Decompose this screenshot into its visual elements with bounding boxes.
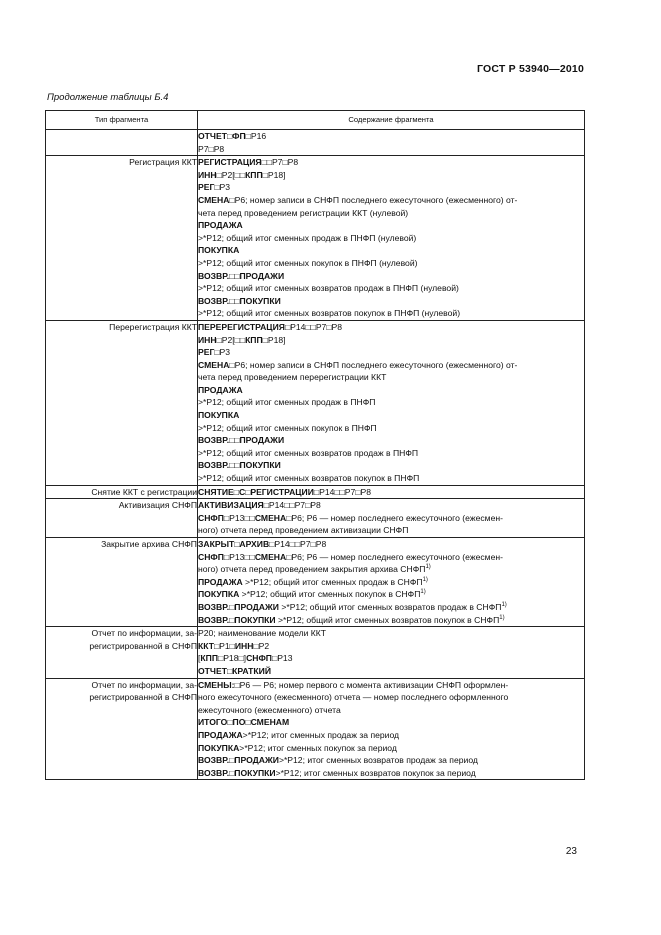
content-line	[198, 679, 584, 692]
content-text: P14□□P7□P8	[290, 321, 343, 332]
footnote-mark: 1)	[425, 564, 431, 571]
content-text: P20; наименование модели ККТ	[198, 628, 327, 639]
keyword: КПП□	[245, 169, 268, 180]
table-row	[46, 678, 585, 780]
content-text: P7□P8	[198, 143, 225, 154]
content-line	[198, 576, 584, 589]
keyword: СМЕНЫ:	[198, 679, 235, 690]
standard-number: ГОСТ Р 53940—2010	[476, 63, 584, 75]
keyword: РЕГ□	[198, 347, 220, 358]
table-caption: Продолжение таблицы Б.4	[47, 92, 169, 103]
keyword: ПРОДАЖА	[198, 729, 243, 740]
content-line	[198, 499, 584, 512]
fragment-type: Снятие ККТ с регистрации	[91, 486, 197, 497]
fragment-type-line: Отчет по информации, за-	[91, 679, 197, 690]
content-line	[198, 754, 584, 767]
content-line	[198, 640, 584, 653]
keyword: ПЕРЕРЕГИСТРАЦИЯ□	[198, 321, 291, 332]
fragment-content-cell	[198, 156, 585, 321]
content-line	[198, 359, 584, 372]
fragment-type	[46, 627, 197, 652]
keyword: СМЕНА□	[198, 359, 235, 370]
content-text: P18]	[267, 169, 286, 180]
content-text: P18□]	[223, 653, 247, 664]
keyword: РЕГИСТРАЦИЯ□□	[198, 157, 272, 168]
fragment-type-cell	[46, 678, 198, 780]
content-text: >*P12; общий итог сменных возвратов продаж в СНФП	[278, 601, 502, 612]
fragment-content-cell	[198, 627, 585, 678]
table-body	[46, 130, 585, 780]
fragment-content-cell	[198, 678, 585, 780]
table-row	[46, 156, 585, 321]
content-line	[198, 472, 584, 485]
footnote-mark: 1)	[499, 614, 505, 621]
table-row	[46, 485, 585, 499]
keyword: ПОКУПКА	[198, 589, 240, 600]
content-line	[198, 524, 584, 537]
table-row	[46, 499, 585, 538]
keyword: ККТ□	[198, 640, 220, 651]
content-line	[198, 767, 584, 780]
fragment-type-cell	[46, 485, 198, 499]
keyword: СНФП□	[246, 653, 278, 664]
content-text: P14□□P7□P8	[274, 539, 327, 549]
keyword: ВОЗВР.□□ПРОДАЖИ	[198, 435, 285, 446]
keyword: ПРОДАЖА	[198, 220, 243, 231]
content-text: P13	[277, 653, 293, 664]
content-text: >*P12; итог сменных покупок за период	[239, 742, 397, 753]
content-line	[198, 551, 584, 564]
content-line	[198, 459, 584, 472]
keyword: ИНН□	[234, 640, 259, 651]
page-number: 23	[565, 846, 577, 857]
content-line	[198, 207, 584, 220]
fragment-content-cell	[198, 320, 585, 485]
content-text: ного) отчета перед проведением закрытия архива СНФП	[198, 564, 426, 575]
keyword: ИТОГО□ПО□СМЕНАМ	[198, 717, 290, 728]
content-text: P6; номер записи в СНФП последнего ежесуточного (ежесменного) от-	[234, 194, 518, 205]
keyword: ЗАКРЫТ□АРХИВ□	[198, 539, 275, 549]
content-text: чета перед проведением перерегистрации ККТ	[198, 372, 387, 383]
footnote-mark: 1)	[420, 589, 426, 596]
keyword: ПРОДАЖА	[198, 384, 243, 395]
content-line	[198, 334, 584, 347]
fragment-content-cell	[198, 538, 585, 627]
content-line	[198, 627, 584, 640]
content-text: P14□□P7□P8	[319, 486, 371, 497]
content-line	[198, 270, 584, 283]
content-text: чета перед проведением регистрации ККТ (нулевой)	[198, 207, 409, 218]
content-line	[198, 130, 584, 143]
content-text: >*P12; общий итог сменных покупок в ПНФП (нулевой)	[198, 257, 418, 268]
table-row	[46, 627, 585, 678]
content-text: P3	[219, 347, 231, 358]
content-line	[198, 257, 584, 270]
content-text: ного ежесуточного (ежесменного) отчета — номер последнего оформленного	[198, 692, 509, 703]
content-line	[198, 282, 584, 295]
content-line	[198, 691, 584, 704]
content-text: P13□□	[229, 512, 255, 523]
keyword: ВОЗВР.□ПРОДАЖИ	[198, 755, 279, 766]
keyword: ОТЧЕТ□ФП□	[198, 131, 251, 141]
content-text: >*P12; итог сменных возвратов продаж за период	[278, 755, 478, 766]
keyword: ПОКУПКА	[198, 410, 240, 421]
keyword: ВОЗВР.□□ПОКУПКИ	[198, 460, 281, 471]
keyword: КПП□	[200, 653, 224, 664]
keyword: ПОКУПКА	[198, 742, 240, 753]
content-line	[198, 422, 584, 435]
content-line	[198, 169, 584, 182]
content-text: P2[□□	[221, 334, 246, 345]
keyword: СНФП□	[198, 512, 230, 523]
content-text: P6; P6 — номер последнего ежесуточного (ежесмен-	[291, 551, 503, 562]
keyword: СНЯТИЕ□С□РЕГИСТРАЦИИ□	[198, 486, 320, 497]
fragment-content-cell	[198, 485, 585, 499]
content-text: >*P12; итог сменных продаж за период	[242, 729, 400, 740]
fragment-type-cell	[46, 130, 198, 156]
content-text: P13□□	[229, 551, 255, 562]
table-row	[46, 538, 585, 627]
content-line	[198, 321, 584, 334]
fragment-type: Закрытие архива СНФП	[101, 539, 197, 549]
table-row	[46, 130, 585, 156]
table-header-row	[46, 111, 585, 130]
content-line	[198, 346, 584, 359]
fragments-table	[45, 110, 585, 780]
fragment-content-cell	[198, 130, 585, 156]
content-line	[198, 742, 584, 755]
content-text: ного) отчета перед проведением активизации СНФП	[198, 525, 409, 536]
keyword: ПРОДАЖА	[198, 576, 243, 587]
keyword: КПП□	[245, 334, 268, 345]
content-line	[198, 512, 584, 525]
content-line	[198, 614, 584, 627]
keyword: АКТИВИЗАЦИЯ□	[198, 500, 269, 511]
fragment-type-line: Отчет по информации, за-	[91, 628, 197, 639]
column-header-type: Тип фрагмента	[46, 111, 198, 130]
content-line	[198, 396, 584, 409]
fragment-type-cell	[46, 320, 198, 485]
content-text: >*P12; общий итог сменных продаж в СНФП	[242, 576, 423, 587]
content-text: [	[198, 653, 201, 664]
content-text: >*P12; общий итог сменных возвратов покупок в ПНФП	[198, 473, 420, 484]
content-text: ежесуточного (ежесменного) отчета	[198, 704, 341, 715]
keyword: ОТЧЕТ□КРАТКИЙ	[198, 665, 271, 676]
content-text: P6; номер записи в СНФП последнего ежесуточного (ежесменного) от-	[234, 359, 518, 370]
content-line	[198, 538, 584, 551]
content-line	[198, 194, 584, 207]
content-line	[198, 704, 584, 717]
keyword: СМЕНА□	[254, 551, 292, 562]
table-row	[46, 320, 585, 485]
content-text: >*P12; общий итог сменных возвратов покупок в ПНФП (нулевой)	[198, 308, 461, 319]
content-line	[198, 232, 584, 245]
content-text: P14□□P7□P8	[268, 500, 321, 511]
keyword: ИНН□	[198, 334, 222, 345]
content-text: P3	[219, 182, 231, 193]
content-line	[198, 434, 584, 447]
content-line	[198, 384, 584, 397]
content-text: >*P12; общий итог сменных покупок в СНФП	[239, 589, 421, 600]
content-text: >*P12; итог сменных возвратов покупок за период	[275, 767, 476, 778]
fragment-type-line: регистрированной в СНФП	[89, 640, 197, 651]
keyword: ВОЗВР.□□ПОКУПКИ	[198, 295, 281, 306]
keyword: ВОЗВР.□ПОКУПКИ	[198, 614, 276, 625]
content-text: >*P12; общий итог сменных возвратов покупок в СНФП	[275, 614, 500, 625]
fragment-type-line: регистрированной в СНФП	[89, 692, 197, 703]
keyword: СНФП□	[198, 551, 230, 562]
keyword: ВОЗВР.□ПРОДАЖИ	[198, 601, 279, 612]
content-text: P6; P6 — номер последнего ежесуточного (ежесмен-	[291, 512, 503, 523]
fragment-content-cell	[198, 499, 585, 538]
content-line	[198, 409, 584, 422]
content-line	[198, 181, 584, 194]
fragment-type: Перерегистрация ККТ	[109, 321, 197, 332]
fragment-type-cell	[46, 499, 198, 538]
content-line	[198, 244, 584, 257]
keyword: ВОЗВР.□ПОКУПКИ	[198, 767, 276, 778]
footnote-mark: 1)	[422, 576, 428, 583]
keyword: ПОКУПКА	[198, 245, 240, 256]
content-line	[198, 307, 584, 320]
content-line	[198, 716, 584, 729]
content-line	[198, 729, 584, 742]
content-text: P16	[250, 131, 267, 141]
content-line	[198, 219, 584, 232]
content-text: P2[□□	[221, 169, 246, 180]
column-header-content: Содержание фрагмента	[198, 111, 585, 130]
keyword: ВОЗВР.□□ПРОДАЖИ	[198, 270, 285, 281]
content-line	[198, 156, 584, 169]
content-line	[198, 295, 584, 308]
fragment-type-cell	[46, 627, 201, 678]
content-line	[198, 588, 584, 601]
content-text: >*P12; общий итог сменных покупок в ПНФП	[198, 422, 377, 433]
content-text: P18]	[267, 334, 286, 345]
content-text: >*P12; общий итог сменных продаж в ПНФП (нулевой)	[198, 232, 417, 243]
fragment-type-cell	[46, 156, 198, 321]
content-text: P2	[258, 640, 270, 651]
footnote-mark: 1)	[501, 601, 507, 608]
content-line	[198, 563, 584, 576]
keyword: ИНН□	[198, 169, 222, 180]
content-text: >*P12; общий итог сменных возвратов продаж в ПНФП (нулевой)	[198, 283, 459, 294]
content-line	[198, 486, 584, 499]
content-text: >*P12; общий итог сменных продаж в ПНФП	[198, 397, 376, 408]
content-text: □P6 — P6; номер первого с момента активизации СНФП оформлен-	[234, 679, 509, 690]
keyword: СМЕНА□	[198, 194, 235, 205]
fragment-type: Регистрация ККТ	[129, 157, 197, 168]
content-line	[198, 601, 584, 614]
content-line	[198, 371, 584, 384]
content-text: P1□	[219, 640, 235, 651]
fragment-type: Активизация СНФП	[118, 500, 197, 511]
content-text: >*P12; общий итог сменных возвратов продаж в ПНФП	[198, 447, 419, 458]
content-line	[198, 143, 584, 156]
content-line	[198, 652, 584, 665]
content-text: P7□P8	[271, 157, 299, 168]
fragment-type	[46, 679, 197, 704]
fragment-type-cell	[46, 538, 198, 627]
content-line	[198, 665, 584, 678]
keyword: РЕГ□	[198, 182, 220, 193]
keyword: СМЕНА□	[254, 512, 292, 523]
content-line	[198, 447, 584, 460]
